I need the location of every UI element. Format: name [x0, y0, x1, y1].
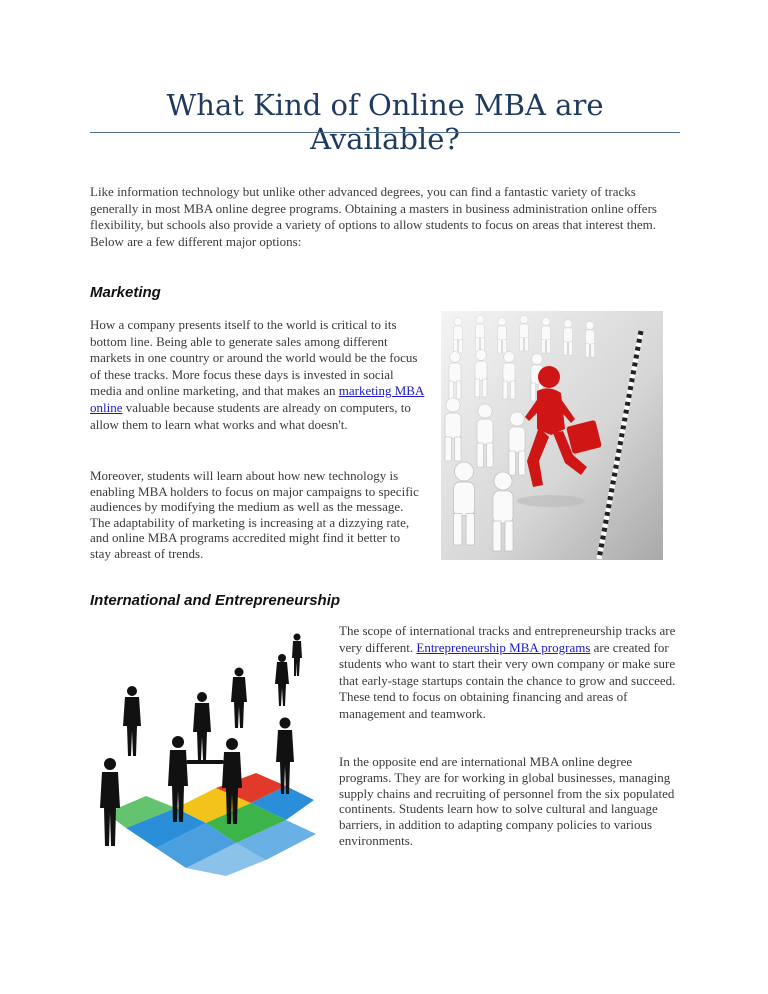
entrepreneurship-mba-programs-link[interactable]: Entrepreneurship MBA programs: [416, 639, 591, 655]
international-heading: International and Entrepreneurship: [90, 592, 341, 609]
business-people-puzzle-illustration: [86, 628, 324, 876]
marketing-text-after: valuable because students are already on computers, to allow them to learn what works and what doesn't.: [90, 399, 411, 432]
international-paragraph-2: In the opposite end are international MBA online degree programs. They are for working in global businesses, managing supply chains and recruiting of personnel from the six populated continents. Students learn how to solve cultural and language barriers, in addition to adapting company policies to various environments.: [339, 754, 675, 848]
marketing-leader-image: [441, 311, 663, 560]
international-text-before: The scope of international tracks and entrepreneurship tracks are very different.: [339, 623, 676, 655]
marketing-mba-online-link[interactable]: marketing MBA online: [90, 383, 425, 415]
marketing-heading: Marketing: [90, 284, 161, 301]
international-paragraph-1: [339, 623, 679, 723]
international-text-after: are created for students who want to start their very own company or make sure that early-stage startups contain the chance to grow and succeed. These tend to focus on obtaining financing and areas of management and teamwork.: [339, 639, 676, 721]
red-leader-figure-illustration: [441, 311, 663, 560]
marketing-paragraph-1: [90, 317, 425, 433]
marketing-text-before: How a company presents itself to the world is critical to its bottom line. Being able to generate sales among different markets in one country or around the world would be the focus of these tracks. More focus these days is invested in social media and online marketing, and that makes an: [90, 317, 418, 399]
page-title: What Kind of Online MBA are Available?: [166, 88, 604, 156]
marketing-paragraph-2: Moreover, students will learn about how new technology is enabling MBA holders to focus on major campaigns to specific audiences by modifying the medium as well as the message. The adaptability of marketing is increasing at a dizzying rate, and online MBA programs accredited might find it better to stay abreast of trends.: [90, 468, 419, 561]
intro-paragraph: Like information technology but unlike other advanced degrees, you can find a fantastic variety of tracks generally in most MBA online degree programs. Obtaining a masters in business administration online offers flexibility, but schools also provide a variety of options to allow students to focus on areas that interest them. Below are a few different major options:: [90, 184, 657, 249]
title-divider: [90, 132, 680, 133]
business-puzzle-image: [86, 628, 324, 876]
